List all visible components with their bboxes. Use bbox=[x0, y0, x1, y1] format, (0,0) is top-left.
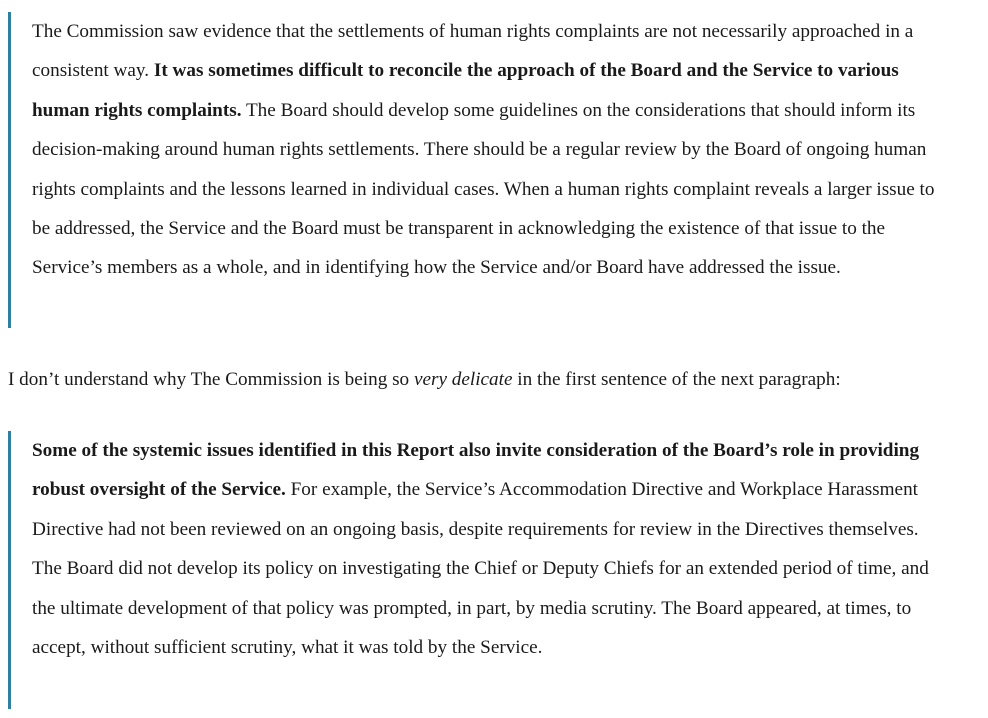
commentary-emphasis: very delicate bbox=[413, 369, 513, 390]
commentary-after-text: in the first sentence of the next paragraph: bbox=[512, 369, 841, 390]
blockquote-settlements bbox=[8, 12, 943, 328]
blockquote-oversight bbox=[8, 431, 943, 709]
blockquote-paragraph bbox=[32, 431, 943, 667]
commentary-before-text: I don’t understand why The Commission is being so bbox=[8, 369, 414, 390]
commentary-paragraph bbox=[8, 360, 968, 399]
quote-bold-statement: Some of the systemic issues identified in this Report also invite consideration of the Board’s role in providing robust oversight of the Service. bbox=[32, 440, 920, 501]
quote-rest-text: For example, the Service’s Accommodation Directive and Workplace Harassment Directive had not been reviewed on an ongoing basis, despite requirements for review in the Directives themselves. The Board did not develop its policy on investigating the Chief or Deputy Chiefs for an extended period of time, and the ultimate development of that policy was prompted, in part, by media scrutiny. The Board appeared, at times, to accept, without sufficient scrutiny, what it was told by the Service. bbox=[32, 479, 929, 659]
quote-bold-statement: It was sometimes difficult to reconcile the approach of the Board and the Service to various human rights complaints. bbox=[32, 60, 899, 121]
quote-rest-text: The Board should develop some guidelines on the considerations that should inform its decision-making around human rights settlements. There should be a regular review by the Board of ongoing human rights complaints and the lessons learned in individual cases. When a human rights complaint reveals a larger issue to be addressed, the Service and the Board must be transparent in acknowledging the existence of that issue to the Service’s members as a whole, and in identifying how the Service and/or Board have addressed the issue. bbox=[32, 99, 935, 279]
blockquote-paragraph bbox=[32, 12, 943, 288]
quote-intro-text: The Commission saw evidence that the settlements of human rights complaints are not necessarily approached in a consistent way. bbox=[32, 21, 914, 82]
